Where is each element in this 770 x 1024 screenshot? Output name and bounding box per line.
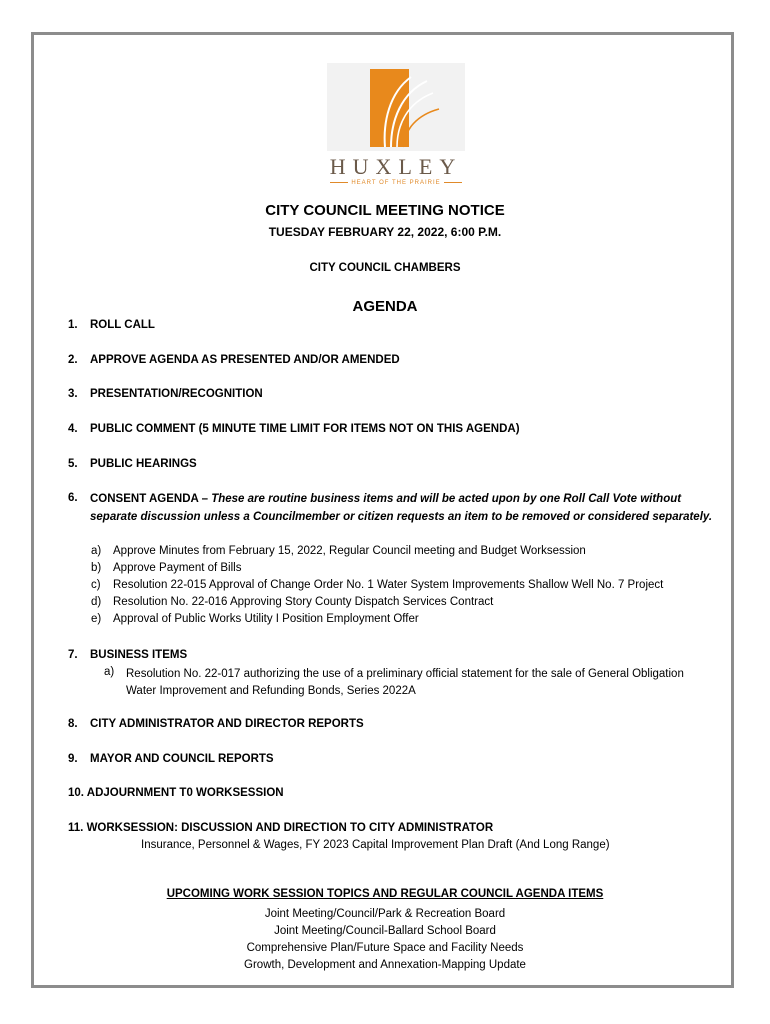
agenda-item-4 xyxy=(68,423,718,435)
item-label: MAYOR AND COUNCIL REPORTS xyxy=(90,753,274,765)
item-label: APPROVE AGENDA AS PRESENTED AND/OR AMENDED xyxy=(90,354,400,366)
upcoming-item: Joint Meeting/Council/Park & Recreation Board xyxy=(264,908,506,920)
consent-sub-item-c xyxy=(91,579,663,591)
agenda-heading: AGENDA xyxy=(352,298,418,315)
item-label: CONSENT AGENDA – xyxy=(90,493,208,505)
notice-title: CITY COUNCIL MEETING NOTICE xyxy=(265,202,505,219)
upcoming-list xyxy=(0,906,770,974)
sub-letter: a) xyxy=(91,545,102,557)
item-number: 5. xyxy=(68,458,78,470)
sub-text: Approve Minutes from February 15, 2022, Regular Council meeting and Budget Worksession xyxy=(113,545,586,557)
item-label: PUBLIC HEARINGS xyxy=(90,458,197,470)
upcoming-item: Comprehensive Plan/Future Space and Facility Needs xyxy=(246,942,524,954)
agenda-item-7 xyxy=(68,649,718,661)
sub-letter: d) xyxy=(91,596,102,608)
item-number: 1. xyxy=(68,319,78,331)
logo-tagline: HEART OF THE PRAIRIE xyxy=(323,180,469,186)
consent-sub-item-a xyxy=(91,545,586,557)
prairie-grass-icon xyxy=(363,63,443,153)
sub-letter: b) xyxy=(91,562,102,574)
business-sub-item-a: Resolution No. 22-017 authorizing the use of a preliminary official statement for the sale of General Obligation Water Improvement and Refunding Bonds, Series 2022A xyxy=(126,668,684,697)
item-label: WORKSESSION: DISCUSSION AND DIRECTION TO CITY ADMINISTRATOR xyxy=(86,822,494,834)
agenda-item-10 xyxy=(68,787,284,799)
agenda-item-6-number xyxy=(68,492,90,504)
consent-sub-item-b xyxy=(91,562,241,574)
meeting-datetime: TUESDAY FEBRUARY 22, 2022, 6:00 P.M. xyxy=(268,225,502,239)
item-number: 3. xyxy=(68,388,78,400)
sub-text: Resolution 22-015 Approval of Change Order No. 1 Water System Improvements Shallow Well No. 7 Project xyxy=(113,579,664,591)
upcoming-item: Growth, Development and Annexation-Mapping Update xyxy=(244,959,526,971)
agenda-item-3 xyxy=(68,388,718,400)
consent-description: These are routine business items and will be acted upon by one Roll Call Vote without separate discussion unless a Councilmember or citizen requests an item to be removed or considered separately. xyxy=(90,493,713,523)
upcoming-heading: UPCOMING WORK SESSION TOPICS AND REGULAR COUNCIL AGENDA ITEMS xyxy=(166,888,604,900)
agenda-item-5 xyxy=(68,458,718,470)
worksession-detail: Insurance, Personnel & Wages, FY 2023 Capital Improvement Plan Draft (And Long Range) xyxy=(141,839,610,851)
agenda-item-11 xyxy=(68,822,493,834)
item-label: CITY ADMINISTRATOR AND DIRECTOR REPORTS xyxy=(90,718,364,730)
huxley-logo xyxy=(323,63,469,191)
item-number: 4. xyxy=(68,423,78,435)
agenda-item-1 xyxy=(68,319,718,331)
consent-sub-item-e xyxy=(91,613,419,625)
upcoming-item: Joint Meeting/Council-Ballard School Board xyxy=(274,925,496,937)
agenda-item-8 xyxy=(68,718,718,730)
item-label: ADJOURNMENT T0 WORKSESSION xyxy=(86,787,284,799)
sub-text: Approve Payment of Bills xyxy=(113,562,242,574)
item-number: 7. xyxy=(68,649,78,661)
business-sub-letter: a) xyxy=(104,666,115,678)
consent-sub-item-d xyxy=(91,596,493,608)
item-number: 11. xyxy=(68,822,84,834)
item-number: 6. xyxy=(68,492,78,504)
agenda-item-6 xyxy=(90,490,715,526)
item-number: 10. xyxy=(68,787,84,799)
item-label: PRESENTATION/RECOGNITION xyxy=(90,388,263,400)
sub-text: Approval of Public Works Utility I Position Employment Offer xyxy=(113,613,419,625)
item-label: ROLL CALL xyxy=(90,319,155,331)
agenda-item-9 xyxy=(68,753,718,765)
meeting-location: CITY COUNCIL CHAMBERS xyxy=(309,262,461,274)
item-label: BUSINESS ITEMS xyxy=(90,649,188,661)
item-number: 8. xyxy=(68,718,78,730)
logo-wordmark: HUXLEY xyxy=(329,154,463,179)
sub-letter: e) xyxy=(91,613,102,625)
item-number: 9. xyxy=(68,753,78,765)
agenda-item-2 xyxy=(68,354,718,366)
item-label: PUBLIC COMMENT (5 MINUTE TIME LIMIT FOR ITEMS NOT ON THIS AGENDA) xyxy=(90,423,520,435)
sub-letter: c) xyxy=(91,579,101,591)
item-number: 2. xyxy=(68,354,78,366)
sub-text: Resolution No. 22-016 Approving Story County Dispatch Services Contract xyxy=(113,596,494,608)
